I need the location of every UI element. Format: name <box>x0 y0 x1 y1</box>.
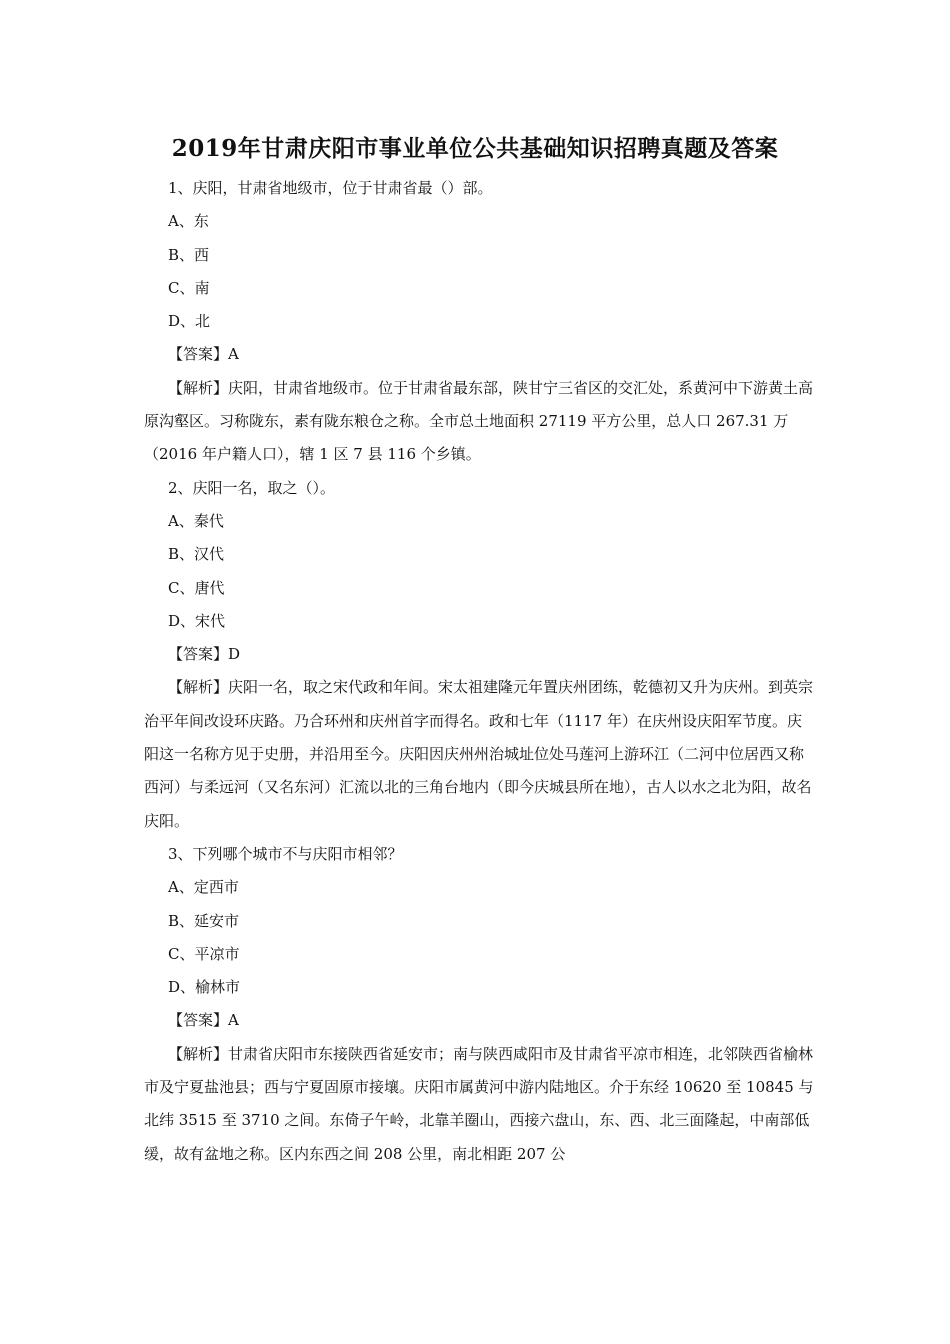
option-a: A、秦代 <box>168 511 224 530</box>
answer-line: 【答案】A <box>168 1011 239 1030</box>
document-title: 2019年甘肃庆阳市事业单位公共基础知识招聘真题及答案 <box>171 135 779 162</box>
question-3 <box>144 838 814 1171</box>
question-2 <box>144 472 814 838</box>
option-b: B、汉代 <box>168 545 225 564</box>
option-a: A、东 <box>168 212 209 231</box>
analysis-paragraph: 【解析】甘肃省庆阳市东接陕西省延安市；南与陕西咸阳市及甘肃省平凉市相连，北邻陕西省榆林市及宁夏盐池县；西与宁夏固原市接壤。庆阳市属黄河中游内陆地区。介于东经 10620 至 10845 与北纬 3515 至 3710 之间。东倚子午岭，北靠羊圈山，西接六盘山，东、西、北三面隆起，中南部低缓，故有盆地之称。区内东西之间 208 公里，南北相距 207 公 <box>144 1044 814 1163</box>
option-b: B、西 <box>168 245 210 264</box>
question-stem: 2、庆阳一名，取之（）。 <box>168 478 336 497</box>
analysis-paragraph: 【解析】庆阳，甘肃省地级市。位于甘肃省最东部，陕甘宁三省区的交汇处，系黄河中下游黄土高原沟壑区。习称陇东，素有陇东粮仓之称。全市总土地面积 27119 平方公里，总人口 267.31 万（2016 年户籍人口），辖 1 区 7 县 116 个乡镇。 <box>144 378 814 464</box>
option-c: C、南 <box>168 278 210 297</box>
option-a: A、定西市 <box>168 878 239 897</box>
option-d: D、宋代 <box>168 611 226 630</box>
option-c: C、平凉市 <box>168 944 240 963</box>
answer-line: 【答案】D <box>168 645 241 664</box>
analysis-paragraph: 【解析】庆阳一名，取之宋代政和年间。宋太祖建隆元年置庆州团练，乾德初又升为庆州。到英宗治平年间改设环庆路。乃合环州和庆州首字而得名。政和七年（1117 年）在庆州设庆阳军节度。庆阳这一名称方见于史册，并沿用至今。庆阳因庆州州治城址位处马莲河上游环江（二河中位居西又称西河）与柔远河（又名东河）汇流以北的三角台地内（即今庆城县所在地），古人以水之北为阳，故名庆阳。 <box>144 678 814 830</box>
question-stem: 3、下列哪个城市不与庆阳市相邻？ <box>168 844 403 863</box>
option-c: C、唐代 <box>168 578 225 597</box>
document-body <box>144 172 814 1171</box>
question-1 <box>144 172 814 472</box>
answer-line: 【答案】A <box>168 345 239 364</box>
option-d: D、榆林市 <box>168 978 241 997</box>
option-d: D、北 <box>168 312 211 331</box>
option-b: B、延安市 <box>168 911 240 930</box>
question-stem: 1、庆阳，甘肃省地级市，位于甘肃省最（）部。 <box>168 179 493 197</box>
